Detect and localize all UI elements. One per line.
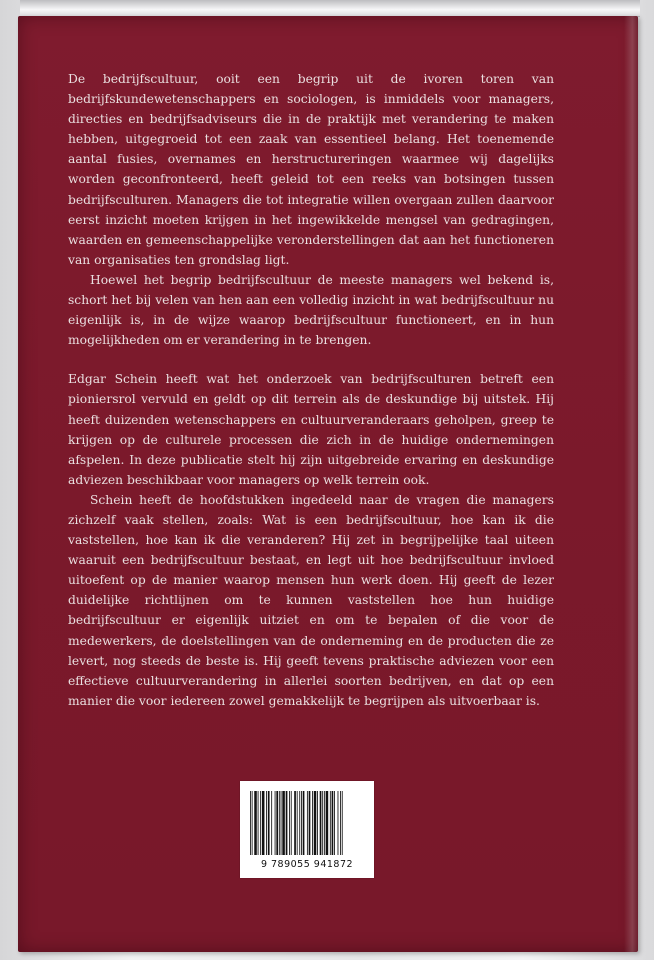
barcode-bar	[282, 791, 285, 855]
barcode-bar	[307, 791, 308, 855]
blurb-paragraph-4: Schein heeft de hoofdstukken ingedeeld naar de vragen die managers zichzelf vaak stellen, zoals: Wat is een bedrijfscultuur, hoe kan ik die vaststellen, hoe kan ik die veranderen? Hij zet in begrijpelijke taal uiteen waaruit een bedrijfscultuur bestaat, en legt uit hoe bedrijfscultuur invloed uitoefent op de manier waarop mensen hun werk doen. Hij geeft de lezer duidelijke richtlijnen om te kunnen vaststellen hoe hun huidige bedrijfscultuur er eigenlijk uitziet en om te bepalen of die voor de medewerkers, de doelstellingen van de onderneming en de producten die ze levert, nog steeds de beste is. Hij geeft tevens praktische adviezen voor een effectieve cultuurverandering in allerlei soorten bedrijven, en dat op een manier die voor iedereen zowel gemakkelijk te begrijpen als uitvoerbaar is.	[68, 492, 554, 708]
barcode-bar	[286, 791, 288, 855]
barcode-bar	[294, 791, 296, 855]
barcode-bar	[275, 791, 276, 855]
blurb-paragraph-2: Hoewel het begrip bedrijfscultuur de meeste managers wel bekend is, schort het bij velen van hen aan een volledig inzicht in wat bedrijfscultuur nu eigenlijk is, in de wijze waarop bedrijfscultuur functioneert, en in hun mogelijkheden om er verandering in te brengen.	[68, 272, 554, 348]
blurb-paragraph-1: De bedrijfscultuur, ooit een begrip uit de ivoren toren van bedrijfskundewetenschappers en sociologen, is inmiddels voor managers, directies en bedrijfsadviseurs die in de praktijk met verandering te maken hebben, uitgegroeid tot een zaak van essentieel belang. Het toenemende aantal fusies, overnames en herstructureringen waarmee wij dagelijks worden geconfronteerd, heeft geleid tot een reeks van botsingen tussen bedrijfsculturen. Managers die tot integratie willen overgaan zullen daarvoor eerst inzicht moeten krijgen in het ingewikkelde mengsel van gedragingen, waarden en gemeenschappelijke veronderstellingen dat aan het functioneren van organisaties ten grondslag ligt.	[68, 72, 554, 267]
barcode-bar	[266, 791, 267, 855]
barcode-bar	[317, 791, 318, 855]
barcode-bar	[260, 791, 261, 855]
barcode-bar	[342, 791, 343, 855]
barcode-bar	[258, 791, 259, 855]
barcode-bar	[252, 791, 253, 855]
barcode-bar	[250, 791, 251, 855]
cover-edge-sheen	[624, 16, 638, 952]
barcode-bar	[338, 791, 339, 855]
barcode-bar	[322, 791, 323, 855]
barcode-bar	[299, 791, 300, 855]
barcode-bar	[262, 791, 265, 855]
barcode-bar	[324, 791, 325, 855]
barcode-bar	[281, 791, 282, 855]
barcode-bar	[320, 791, 322, 855]
plastic-wrap-top-edge	[20, 0, 640, 17]
barcode-bar	[340, 791, 341, 855]
barcode-bar	[332, 791, 334, 855]
barcode-bar	[314, 791, 317, 855]
blurb-text	[68, 69, 554, 711]
barcode-bar	[312, 791, 313, 855]
barcode-bar	[326, 791, 329, 855]
barcode-bar	[271, 791, 272, 855]
barcode-bar	[268, 791, 270, 855]
barcode-bar	[330, 791, 331, 855]
isbn-number: 9 789055 941872	[260, 859, 354, 870]
barcode-bar	[254, 791, 257, 855]
blurb-paragraph-3: Edgar Schein heeft wat het onderzoek van bedrijfsculturen betreft een pioniersrol vervuld en geldt op dit terrein als de deskundige bij uitstek. Hij heeft duizenden wetenschappers en cultuurveranderaars geholpen, greep te krijgen op de culturele processen die zich in de huidige ondernemingen afspelen. In deze publicatie stelt hij zijn uitgebreide ervaring en deskundige adviezen beschikbaar voor managers op welk terrein ook.	[68, 372, 554, 487]
barcode-icon	[248, 791, 366, 855]
barcode-bar	[303, 791, 305, 855]
barcode-bar	[334, 791, 335, 855]
isbn-barcode-label	[240, 781, 374, 878]
barcode-bar	[279, 791, 280, 855]
barcode-bar	[309, 791, 311, 855]
barcode-bar	[297, 791, 298, 855]
barcode-bar	[291, 791, 292, 855]
barcode-bar	[289, 791, 290, 855]
barcode-bar	[276, 791, 278, 855]
barcode-bar	[301, 791, 302, 855]
